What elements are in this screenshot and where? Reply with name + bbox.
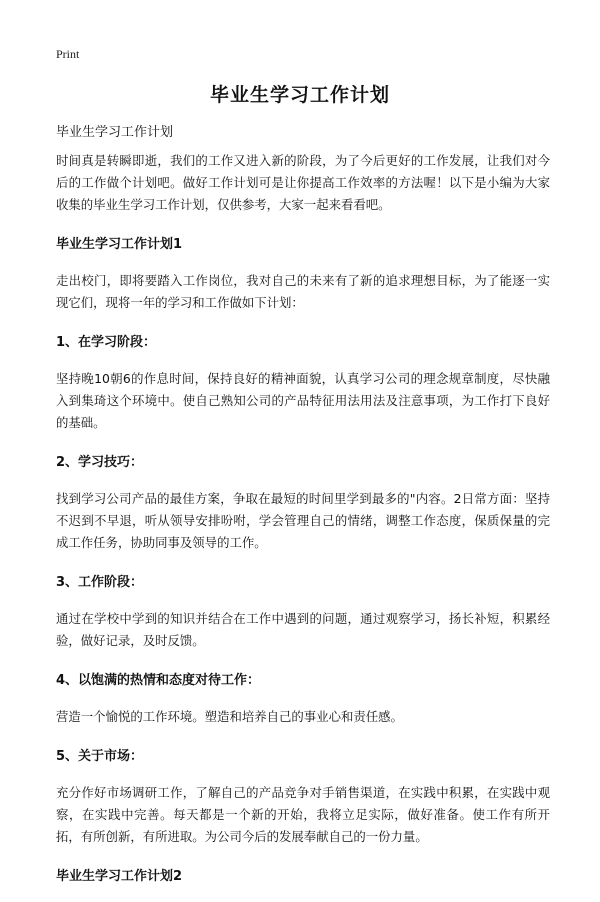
- document-body: [56, 150, 550, 902]
- plan-1-intro-paragraph: 走出校门，即将要踏入工作岗位，我对自己的未来有了新的追求理想目标，为了能逐一实现它们，现将一年的学习和工作做如下计划：: [56, 273, 550, 310]
- section-2-heading: 2、学习技巧：: [56, 455, 144, 470]
- section-5-heading: 5、关于市场：: [56, 749, 144, 764]
- print-link[interactable]: Print: [56, 47, 80, 61]
- intro-paragraph: 时间真是转瞬即逝，我们的工作又进入新的阶段，为了今后更好的工作发展，让我们对今后的工作做个计划吧。做好工作计划可是让你提高工作效率的方法喔！以下是小编为大家收集的毕业生学习工作计划，仅供参考，大家一起来看看吧。: [56, 153, 550, 212]
- document-subtitle: 毕业生学习工作计划: [56, 125, 174, 140]
- section-5-paragraph: 充分作好市场调研工作，了解自己的产品竞争对手销售渠道，在实践中积累，在实践中观察，在实践中完善。每天都是一个新的开始，我将立足实际，做好准备。使工作有所开拓，有所创新，有所进取。为公司今后的发展奉献自己的一份力量。: [56, 785, 550, 844]
- section-4-heading: 4、以饱满的热情和态度对待工作：: [56, 673, 261, 688]
- plan-2-heading: 毕业生学习工作计划2: [56, 869, 183, 884]
- section-1-paragraph: 坚持晚10朝6的作息时间，保持良好的精神面貌，认真学习公司的理念规章制度，尽快融入到集琦这个环境中。使自己熟知公司的产品特征用法用法及注意事项，为工作打下良好的基础。: [56, 371, 550, 430]
- page-title: 毕业生学习工作计划: [209, 84, 390, 106]
- section-3-paragraph: 通过在学校中学到的知识并结合在工作中遇到的问题，通过观察学习，扬长补短，积累经验，做好记录，及时反馈。: [56, 611, 550, 648]
- section-4-paragraph: 营造一个愉悦的工作环境。塑造和培养自己的事业心和责任感。: [56, 709, 403, 724]
- section-1-heading: 1、在学习阶段：: [56, 335, 157, 350]
- plan-1-heading: 毕业生学习工作计划1: [56, 237, 183, 252]
- section-2-paragraph: 找到学习公司产品的最佳方案，争取在最短的时间里学到最多的"内容。2日常方面：坚持不迟到不早退，听从领导安排吩咐，学会管理自己的情绪，调整工作态度，保质保量的完成工作任务，协助同事及领导的工作。: [56, 491, 550, 550]
- section-3-heading: 3、工作阶段：: [56, 575, 144, 590]
